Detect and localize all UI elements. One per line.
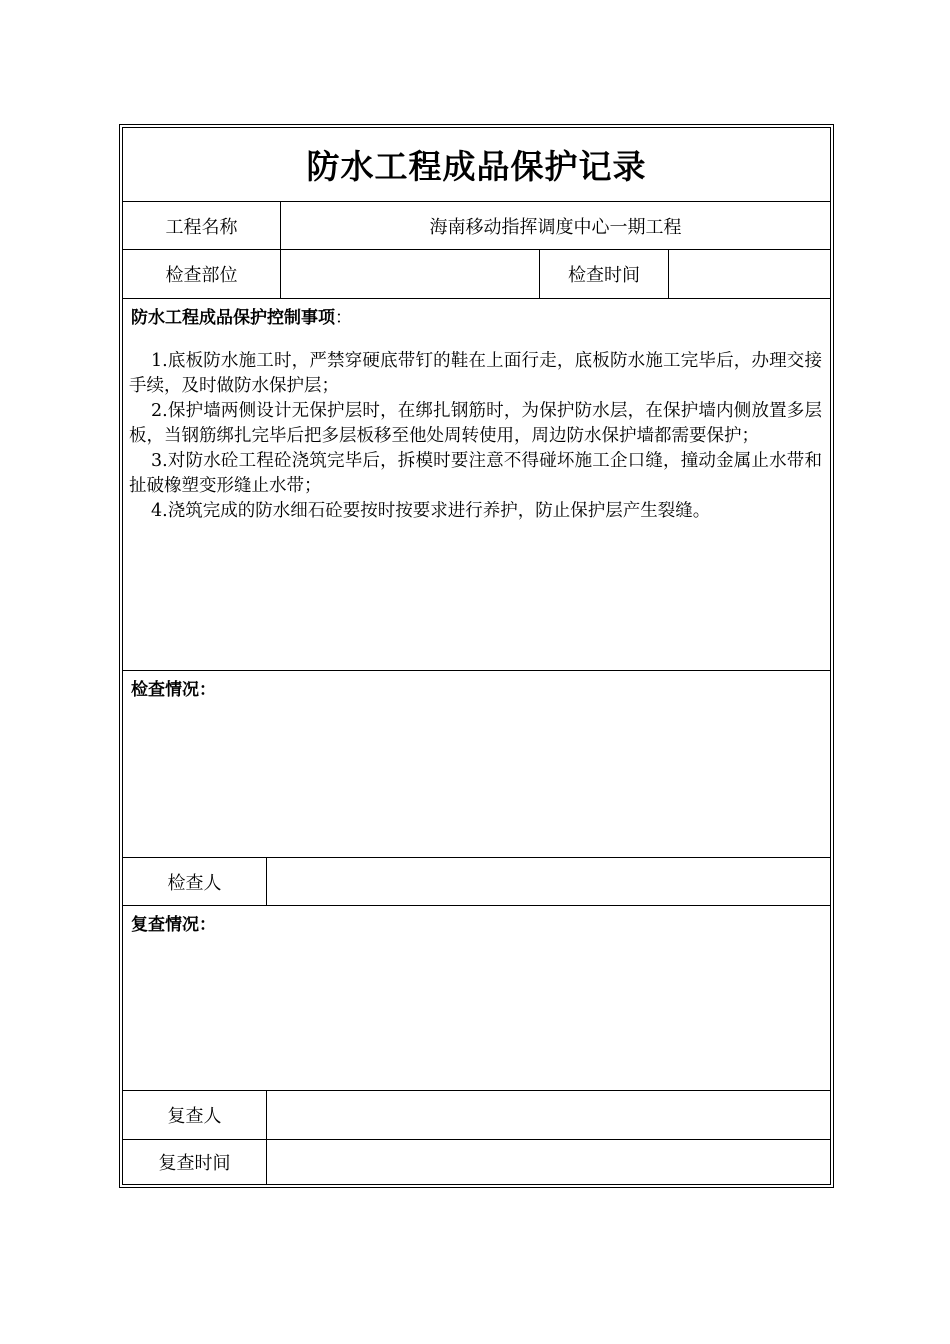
project-value-cell[interactable] bbox=[280, 202, 830, 249]
check-heading: 检查情况： bbox=[131, 680, 216, 700]
recheck-heading: 复查情况： bbox=[131, 915, 216, 935]
inspector-row bbox=[123, 858, 830, 906]
control-items bbox=[129, 349, 822, 524]
control-heading-text: 防水工程成品保护控制事项 bbox=[131, 308, 335, 328]
inspector-label-cell bbox=[123, 858, 266, 905]
rechecker-label: 复查人 bbox=[167, 1106, 222, 1127]
recheck-time-row bbox=[123, 1140, 830, 1184]
title-cell bbox=[123, 128, 830, 201]
recheck-time-label: 复查时间 bbox=[158, 1153, 231, 1174]
project-name: 海南移动指挥调度中心一期工程 bbox=[429, 216, 682, 238]
inspection-time-label: 检查时间 bbox=[568, 265, 640, 286]
control-item: 2.保护墙两侧设计无保护层时，在绑扎钢筋时，为保护防水层，在保护墙内侧放置多层板，当钢筋绑扎完毕后把多层板移至他处周转使用，周边防水保护墙都需要保护； bbox=[129, 401, 822, 446]
location-label-cell bbox=[123, 250, 280, 298]
inspector-label: 检查人 bbox=[167, 872, 222, 894]
record-form bbox=[119, 124, 834, 1188]
rechecker-label-cell bbox=[123, 1091, 266, 1139]
control-heading bbox=[131, 303, 352, 328]
rechecker-value-cell[interactable] bbox=[266, 1091, 830, 1139]
inspector-value-cell[interactable] bbox=[266, 858, 830, 905]
check-section[interactable] bbox=[123, 671, 830, 858]
page-title: 防水工程成品保护记录 bbox=[306, 147, 647, 186]
project-label-cell bbox=[123, 202, 280, 249]
inspection-time-value-cell[interactable] bbox=[668, 250, 830, 298]
inspection-time-label-cell bbox=[539, 250, 668, 298]
control-section bbox=[123, 299, 830, 671]
recheck-time-value-cell[interactable] bbox=[266, 1140, 830, 1184]
control-heading-colon: ： bbox=[335, 308, 352, 328]
record-form-inner bbox=[122, 127, 831, 1185]
control-item: 3.对防水砼工程砼浇筑完毕后，拆模时要注意不得碰坏施工企口缝，撞动金属止水带和扯破橡塑变形缝止水带； bbox=[129, 451, 822, 496]
project-label: 工程名称 bbox=[165, 216, 238, 238]
recheck-section[interactable] bbox=[123, 906, 830, 1091]
control-item: 4.浇筑完成的防水细石砼要按时按要求进行养护，防止保护层产生裂缝。 bbox=[151, 501, 711, 521]
title-row bbox=[123, 128, 830, 202]
control-item: 1.底板防水施工时，严禁穿硬底带钉的鞋在上面行走，底板防水施工完毕后，办理交接手续，及时做防水保护层； bbox=[129, 351, 822, 396]
inspection-row bbox=[123, 250, 830, 299]
project-row bbox=[123, 202, 830, 250]
recheck-time-label-cell bbox=[123, 1140, 266, 1184]
location-value-cell[interactable] bbox=[280, 250, 539, 298]
location-label: 检查部位 bbox=[165, 265, 238, 286]
rechecker-row bbox=[123, 1091, 830, 1140]
